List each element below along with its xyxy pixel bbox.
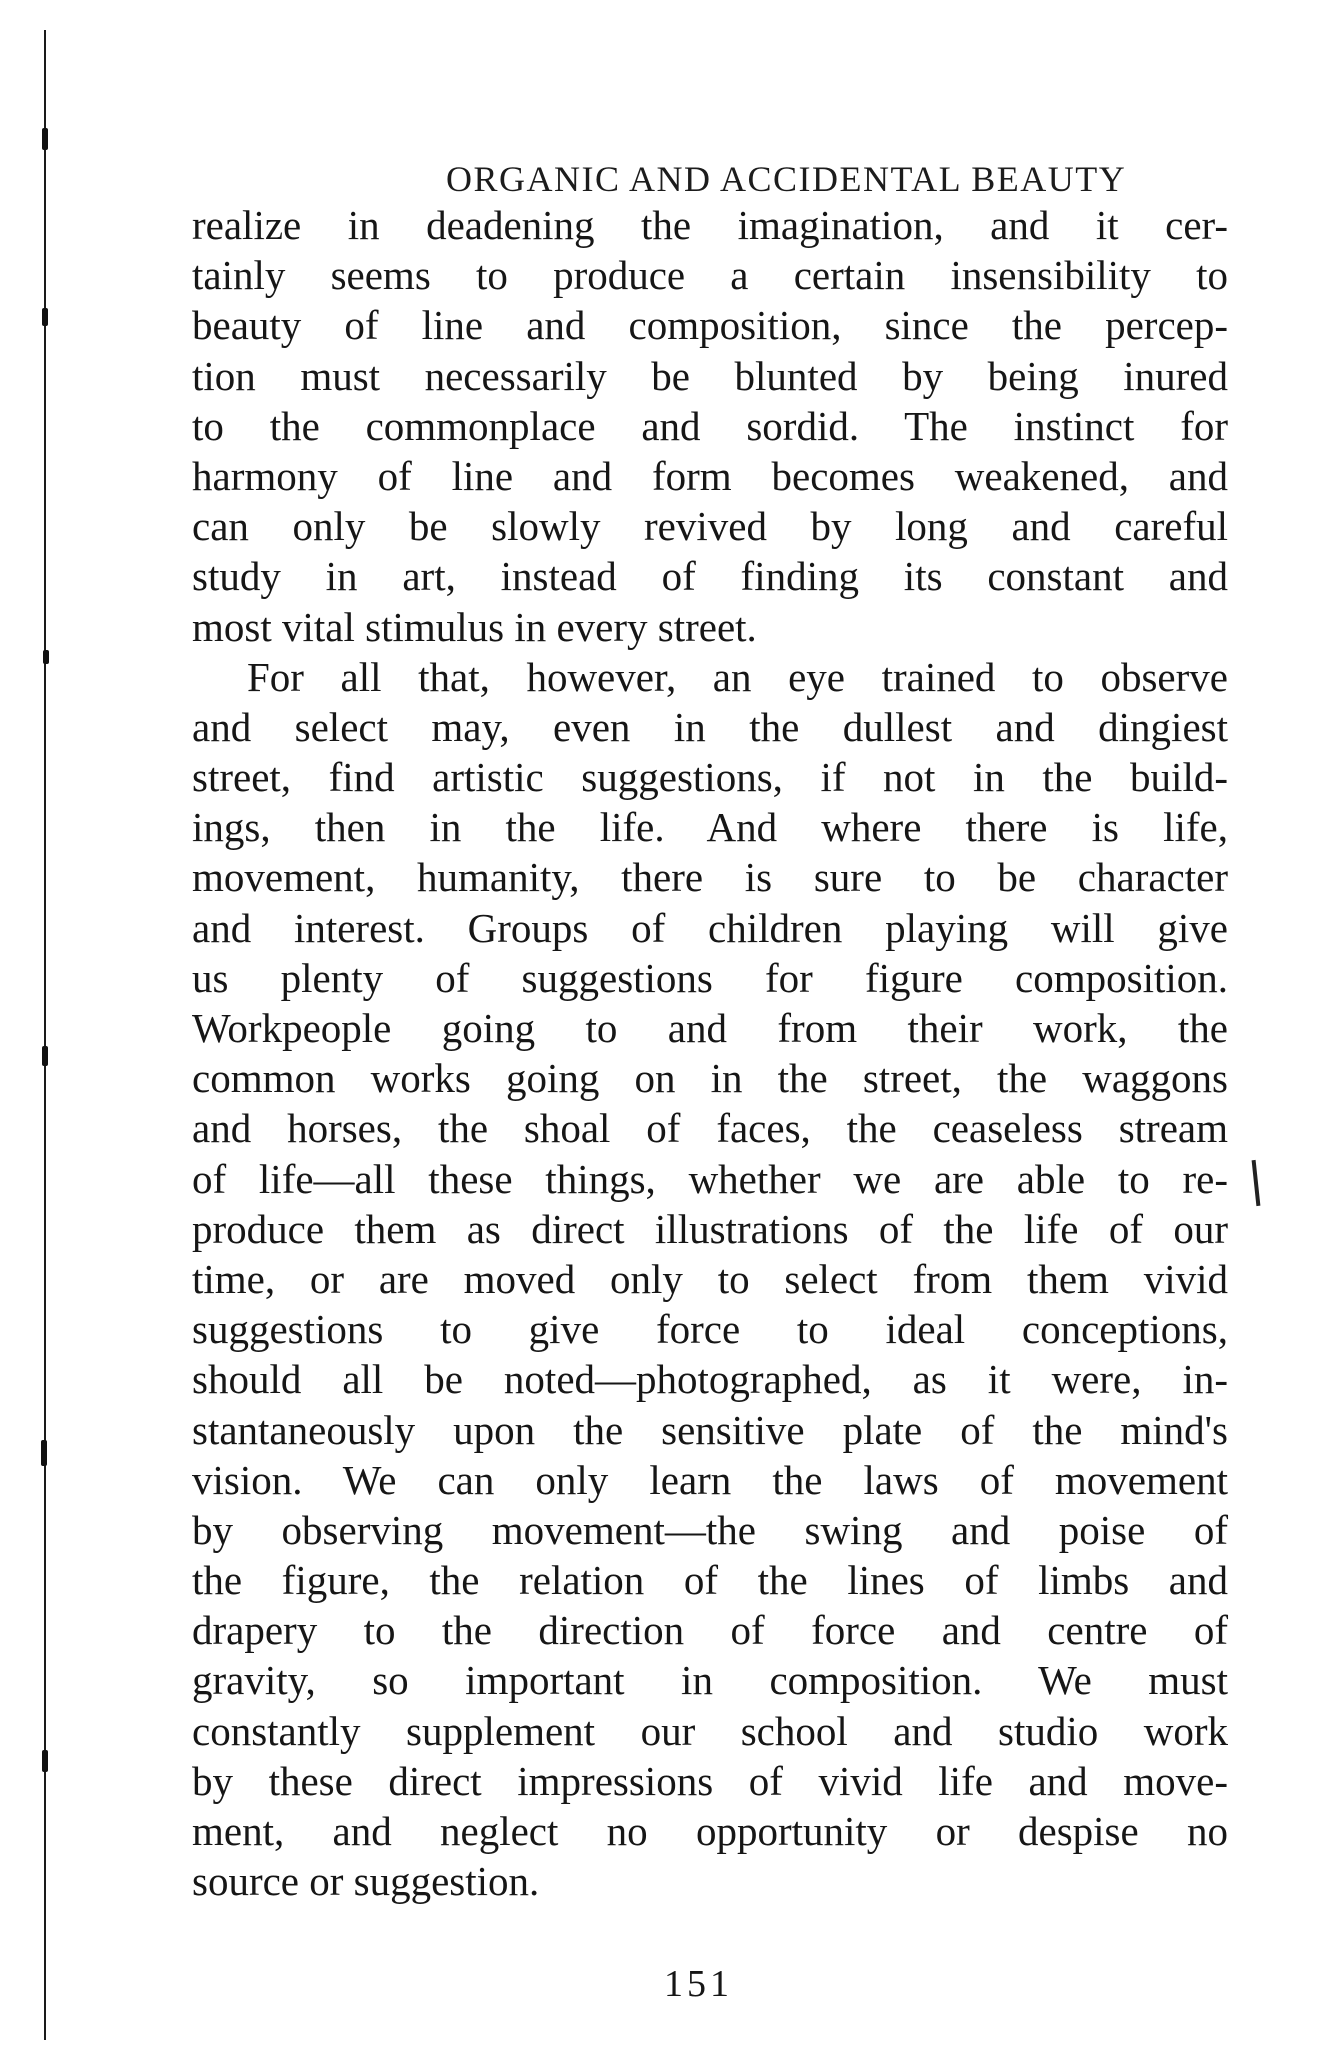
binding-mark [42, 308, 48, 326]
text-line: us plenty of suggestions for figure composition. [192, 954, 1228, 1001]
text-line: ings, then in the life. And where there is life, [192, 804, 1228, 851]
text-line: tainly seems to produce a certain insensibility to [192, 252, 1228, 299]
body-text [192, 200, 1228, 1906]
text-line: study in art, instead of finding its constant and [192, 553, 1228, 600]
text-line: to the commonplace and sordid. The instinct for [192, 402, 1228, 449]
text-line: and select may, even in the dullest and dingiest [192, 703, 1228, 750]
binding-mark [42, 1750, 48, 1772]
text-line: should all be noted—photographed, as it were, in- [192, 1356, 1228, 1403]
text-line: stantaneously upon the sensitive plate of the mind's [192, 1406, 1228, 1453]
text-line: drapery to the direction of force and centre of [192, 1607, 1228, 1654]
binding-mark [41, 1440, 47, 1466]
text-line: suggestions to give force to ideal conceptions, [192, 1306, 1228, 1353]
text-line: time, or are moved only to select from them vivid [192, 1255, 1228, 1302]
text-line: harmony of line and form becomes weakened, and [192, 452, 1228, 499]
text-line: tion must necessarily be blunted by being inured [192, 352, 1228, 399]
text-line: For all that, however, an eye trained to observe [247, 653, 1228, 700]
text-line: Workpeople going to and from their work, the [192, 1005, 1228, 1051]
text-line: realize in deadening the imagination, and it cer- [192, 202, 1228, 248]
page-number: 151 [664, 1963, 733, 2005]
binding-mark [42, 128, 48, 150]
text-line: movement, humanity, there is sure to be character [192, 854, 1228, 901]
text-line: constantly supplement our school and studio work [192, 1707, 1228, 1754]
binding-mark [42, 1046, 48, 1066]
text-line: ment, and neglect no opportunity or despise no [192, 1808, 1228, 1854]
text-line: and horses, the shoal of faces, the ceaseless stream [192, 1105, 1228, 1152]
text-line: vision. We can only learn the laws of movement [192, 1456, 1228, 1503]
text-line: by observing movement—the swing and poise of [192, 1506, 1228, 1553]
text-line: street, find artistic suggestions, if not in the build- [192, 754, 1228, 801]
text-line: the figure, the relation of the lines of limbs and [192, 1557, 1228, 1604]
text-line: produce them as direct illustrations of the life of our [192, 1205, 1228, 1252]
text-line: by these direct impressions of vivid life and move- [192, 1757, 1228, 1804]
text-line: can only be slowly revived by long and careful [192, 503, 1228, 550]
text-line: most vital stimulus in every street. [192, 603, 757, 650]
text-line: common works going on in the street, the waggons [192, 1055, 1228, 1102]
text-line: source or suggestion. [192, 1858, 540, 1905]
text-line: of life—all these things, whether we are able to re- [192, 1155, 1228, 1202]
margin-mark [1252, 1160, 1261, 1206]
binding-edge [44, 30, 46, 2040]
text-line: beauty of line and composition, since the percep- [192, 302, 1228, 349]
text-line: and interest. Groups of children playing will give [192, 904, 1228, 951]
binding-mark [43, 650, 49, 664]
text-line: gravity, so important in composition. We must [192, 1657, 1228, 1704]
running-head: ORGANIC AND ACCIDENTAL BEAUTY [446, 159, 1127, 199]
